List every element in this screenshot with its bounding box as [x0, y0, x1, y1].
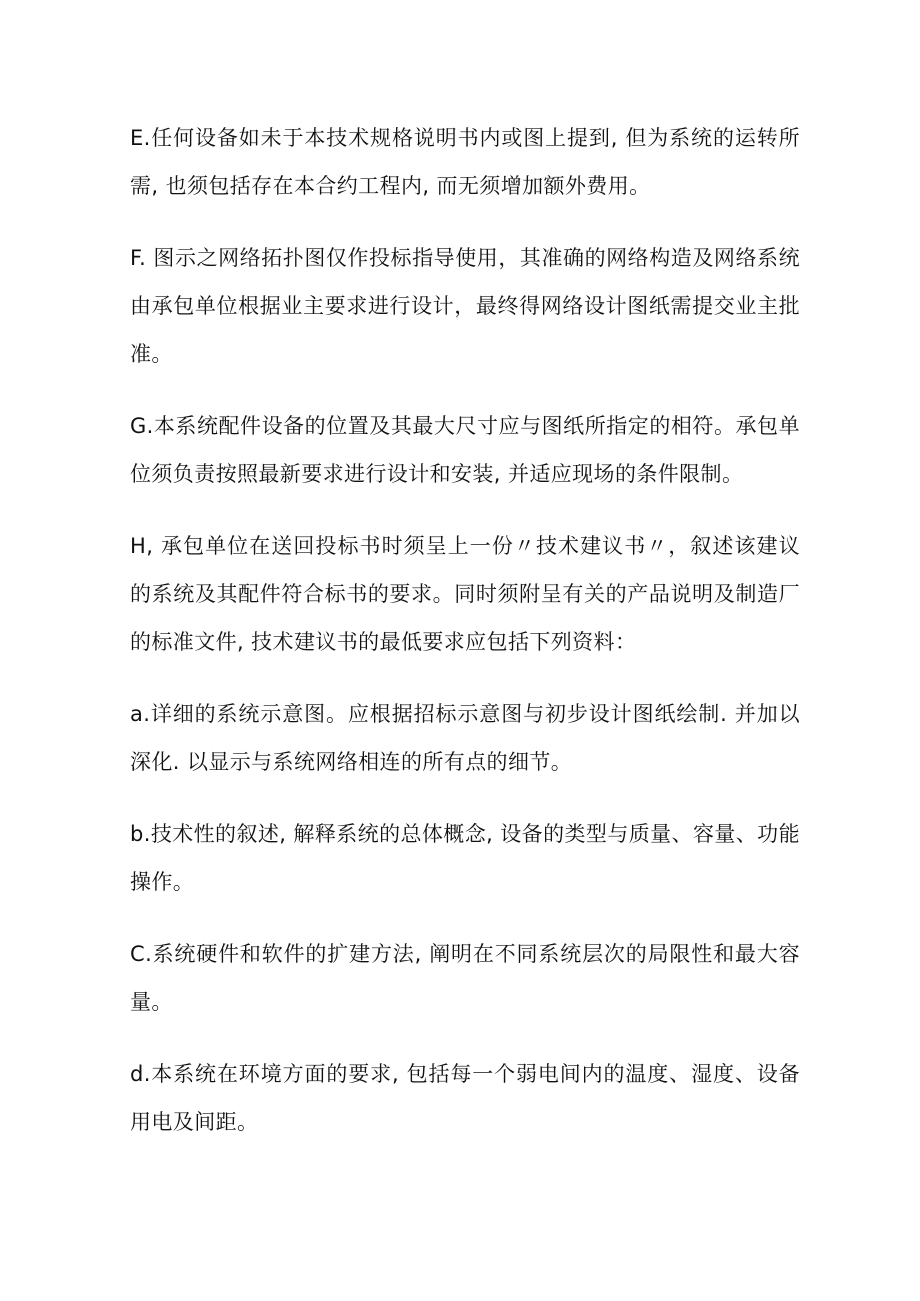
document-body — [130, 114, 800, 1170]
list-item-d: d.本系统在环境方面的要求, 包括每一个弱电间内的温度、湿度、设备用电及间距。 — [130, 1062, 800, 1134]
list-item-a: a.详细的系统示意图。应根据招标示意图与初步设计图纸绘制. 并加以深化. 以显示与系统网络相连的所有点的细节。 — [130, 702, 800, 774]
list-item-c: C.系统硬件和软件的扩建方法, 阐明在不同系统层次的局限性和最大容量。 — [130, 942, 800, 1014]
paragraph-g: G.本系统配件设备的位置及其最大尺寸应与图纸所指定的相符。承包单位须负责按照最新要求进行设计和安装, 并适应现场的条件限制。 — [130, 414, 800, 486]
paragraph-h: H, 承包单位在送回投标书时须呈上一份〃技术建议书〃，叙述该建议的系统及其配件符合标书的要求。同时须附呈有关的产品说明及制造厂的标准文件, 技术建议书的最低要求应包括下列资料： — [130, 534, 800, 654]
paragraph-e: E.任何设备如未于本技术规格说明书内或图上提到, 但为系统的运转所需, 也须包括存在本合约工程内, 而无须增加额外费用。 — [130, 126, 800, 198]
list-item-b: b.技术性的叙述, 解释系统的总体概念, 设备的类型与质量、容量、功能操作。 — [130, 822, 800, 894]
paragraph-f: F. 图示之网络拓扑图仅作投标指导使用，其准确的网络构造及网络系统由承包单位根据业主要求进行设计，最终得网络设计图纸需提交业主批准。 — [130, 246, 800, 366]
